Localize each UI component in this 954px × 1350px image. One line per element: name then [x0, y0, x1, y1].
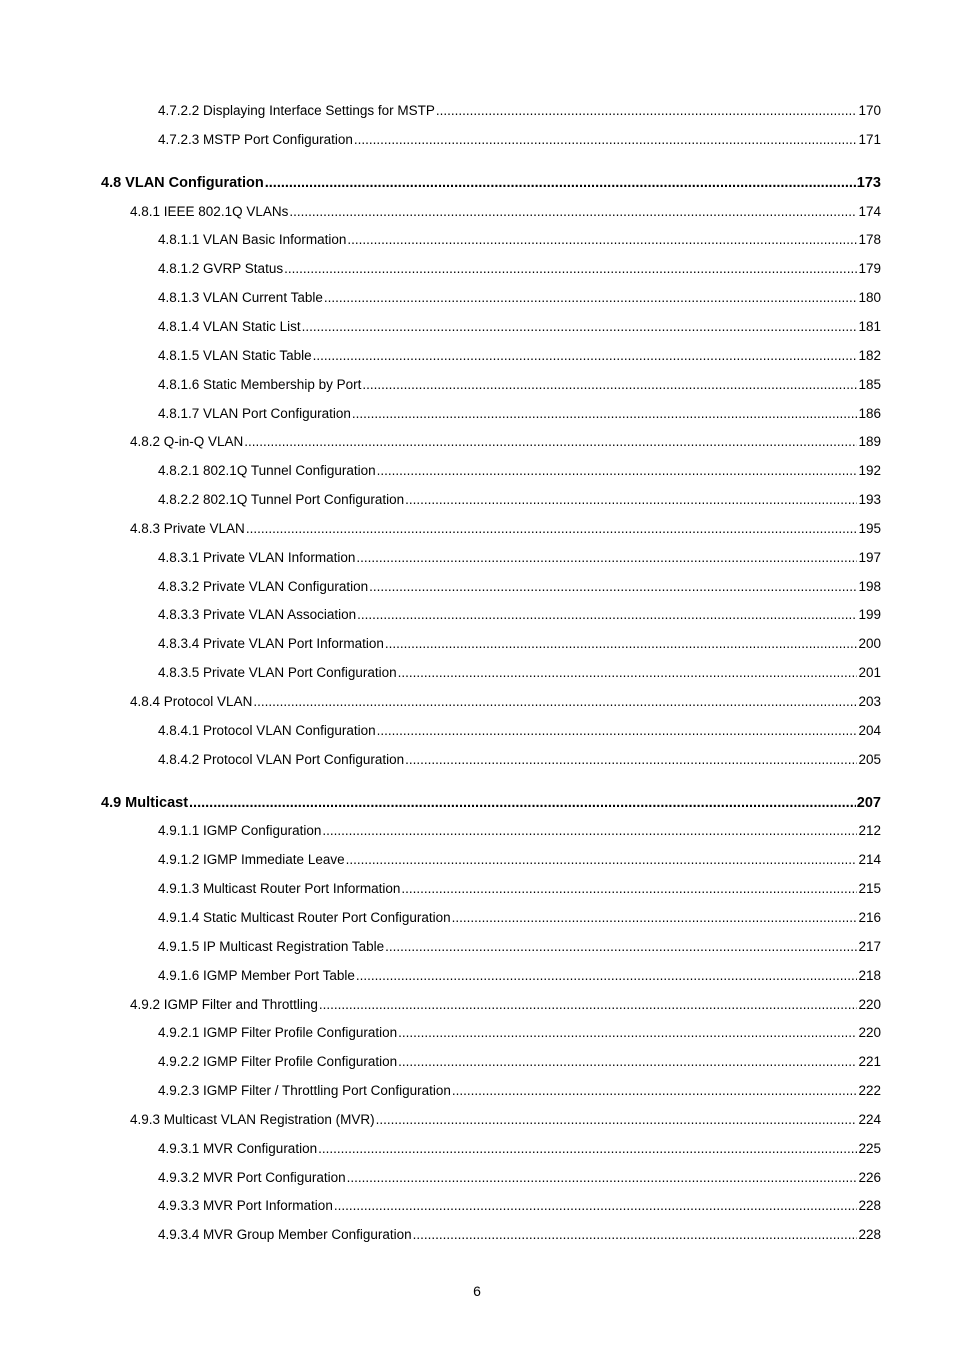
toc-dot-leader: [356, 968, 858, 983]
toc-dot-leader: [405, 752, 857, 767]
toc-entry[interactable]: [158, 665, 881, 680]
toc-entry-title: 4.9 Multicast: [101, 794, 189, 811]
toc-dot-leader: [398, 665, 858, 680]
toc-entry-page: 171: [858, 131, 881, 147]
toc-entry-title: 4.8.1.4 VLAN Static List: [158, 318, 301, 334]
toc-dot-leader: [265, 175, 856, 191]
toc-entry[interactable]: [158, 1170, 881, 1185]
toc-entry-title: 4.8.1.3 VLAN Current Table: [158, 290, 323, 306]
toc-entry-title: 4.8.1.7 VLAN Port Configuration: [158, 405, 351, 421]
toc-entry-title: 4.8.1.2 GVRP Status: [158, 261, 284, 277]
toc-dot-leader: [436, 103, 858, 118]
toc-dot-leader: [377, 723, 858, 738]
toc-entry[interactable]: [130, 694, 881, 709]
toc-dot-leader: [377, 463, 858, 478]
toc-entry[interactable]: [158, 1198, 881, 1213]
toc-dot-leader: [246, 521, 858, 536]
toc-entry[interactable]: [158, 406, 881, 421]
toc-entry-page: 201: [858, 665, 881, 681]
toc-entry-title: 4.8.3.1 Private VLAN Information: [158, 549, 356, 565]
toc-entry-title: 4.7.2.3 MSTP Port Configuration: [158, 131, 353, 147]
toc-entry[interactable]: [158, 103, 881, 118]
toc-entry-title: 4.8.4.2 Protocol VLAN Port Configuration: [158, 751, 405, 767]
toc-entry-title: 4.8.1.5 VLAN Static Table: [158, 347, 312, 363]
toc-entry[interactable]: [158, 492, 881, 507]
toc-dot-leader: [313, 348, 858, 363]
toc-entry-page: 174: [858, 203, 881, 219]
toc-entry-page: 203: [858, 694, 881, 709]
toc-entry[interactable]: [130, 1112, 881, 1127]
toc-dot-leader: [289, 204, 857, 219]
toc-entry[interactable]: [158, 463, 881, 478]
toc-entry-title: 4.8.3.3 Private VLAN Association: [158, 607, 357, 623]
toc-dot-leader: [356, 550, 857, 565]
toc-entry-title: 4.8.4.1 Protocol VLAN Configuration: [158, 722, 376, 738]
toc-entry[interactable]: [158, 132, 881, 147]
toc-entry-page: 221: [858, 1054, 881, 1070]
toc-entry-title: 4.9.2.1 IGMP Filter Profile Configuration: [158, 1025, 398, 1041]
toc-entry[interactable]: [158, 1054, 881, 1069]
toc-dot-leader: [354, 132, 858, 147]
toc-entry-page: 182: [858, 347, 881, 363]
toc-entry[interactable]: [158, 823, 881, 838]
toc-entry-title: 4.9.1.6 IGMP Member Port Table: [158, 967, 355, 983]
toc-entry-page: 181: [858, 318, 881, 334]
toc-entry-title: 4.8.3.5 Private VLAN Port Configuration: [158, 665, 397, 681]
toc-dot-leader: [357, 607, 857, 622]
toc-entry[interactable]: [158, 723, 881, 738]
toc-entry[interactable]: [158, 607, 881, 622]
toc-entry-page: 179: [858, 261, 881, 277]
toc-entry[interactable]: [158, 1025, 881, 1040]
toc-entry-title: 4.9.3 Multicast VLAN Registration (MVR): [130, 1111, 375, 1127]
toc-dot-leader: [376, 1112, 858, 1127]
toc-entry-page: 205: [858, 751, 881, 767]
toc-entry[interactable]: [158, 636, 881, 651]
toc-entry-page: 186: [858, 405, 881, 421]
toc-dot-leader: [253, 694, 857, 709]
toc-entry[interactable]: [158, 968, 881, 983]
toc-entry[interactable]: [158, 852, 881, 867]
toc-entry-page: 228: [858, 1198, 881, 1214]
toc-entry[interactable]: [130, 204, 881, 219]
toc-entry-title: 4.8.3.4 Private VLAN Port Information: [158, 636, 384, 652]
toc-entry-title: 4.8 VLAN Configuration: [101, 174, 264, 191]
toc-entry-title: 4.9.1.3 Multicast Router Port Information: [158, 881, 401, 897]
toc-dot-leader: [401, 881, 857, 896]
toc-dot-leader: [385, 636, 858, 651]
toc-dot-leader: [347, 232, 857, 247]
toc-dot-leader: [385, 939, 857, 954]
toc-entry[interactable]: [158, 910, 881, 925]
toc-entry[interactable]: [158, 261, 881, 276]
toc-entry[interactable]: [158, 348, 881, 363]
toc-entry-page: 192: [858, 463, 881, 479]
toc-entry-page: 222: [858, 1083, 881, 1099]
toc-entry-page: 180: [858, 290, 881, 306]
toc-entry-title: 4.8.3 Private VLAN: [130, 520, 245, 536]
toc-entry[interactable]: [158, 939, 881, 954]
toc-dot-leader: [334, 1198, 858, 1213]
toc-entry-page: 198: [858, 578, 881, 594]
toc-dot-leader: [318, 1141, 857, 1156]
toc-dot-leader: [405, 492, 857, 507]
toc-entry-page: 220: [858, 996, 881, 1012]
toc-entry[interactable]: [130, 434, 881, 449]
toc-entry-page: 226: [858, 1169, 881, 1185]
toc-entry-page: 224: [858, 1111, 881, 1127]
toc-entry-page: 214: [858, 852, 881, 868]
toc-entry[interactable]: [158, 377, 881, 392]
toc-dot-leader: [189, 795, 856, 811]
toc-dot-leader: [362, 377, 857, 392]
toc-dot-leader: [452, 910, 858, 925]
toc-dot-leader: [352, 406, 858, 421]
toc-dot-leader: [324, 290, 858, 305]
toc-entry-title: 4.9.2 IGMP Filter and Throttling: [130, 996, 318, 1012]
toc-entry-page: 212: [858, 823, 881, 839]
toc-dot-leader: [347, 1170, 858, 1185]
toc-entry-title: 4.9.3.1 MVR Configuration: [158, 1140, 318, 1156]
toc-entry[interactable]: [158, 232, 881, 247]
toc-entry-page: 200: [858, 636, 881, 652]
toc-entry[interactable]: [158, 1141, 881, 1156]
toc-entry-title: 4.9.3.4 MVR Group Member Configuration: [158, 1227, 412, 1243]
toc-entry-title: 4.9.1.2 IGMP Immediate Leave: [158, 852, 345, 868]
toc-entry[interactable]: [101, 175, 881, 191]
toc-entry-page: 195: [858, 520, 881, 536]
toc-dot-leader: [346, 852, 858, 867]
toc-entry-page: 228: [858, 1227, 881, 1243]
toc-entry-page: 220: [858, 1025, 881, 1041]
toc-entry[interactable]: [130, 997, 881, 1012]
toc-entry-page: 225: [858, 1140, 881, 1156]
toc-entry-page: 217: [858, 938, 881, 954]
toc-entry[interactable]: [130, 521, 881, 536]
toc-dot-leader: [452, 1083, 858, 1098]
toc-entry-title: 4.9.2.2 IGMP Filter Profile Configuration: [158, 1054, 398, 1070]
toc-dot-leader: [284, 261, 857, 276]
toc-entry-title: 4.9.3.2 MVR Port Configuration: [158, 1169, 346, 1185]
toc-entry[interactable]: [158, 319, 881, 334]
toc-entry-title: 4.7.2.2 Displaying Interface Settings for MSTP: [158, 103, 435, 118]
toc-dot-leader: [398, 1054, 857, 1069]
toc-entry-title: 4.8.1 IEEE 802.1Q VLANs: [130, 203, 289, 219]
toc-entry-title: 4.9.2.3 IGMP Filter / Throttling Port Configuration: [158, 1083, 451, 1099]
toc-dot-leader: [322, 823, 857, 838]
toc-entry-page: 189: [858, 434, 881, 450]
toc-entry-page: 199: [858, 607, 881, 623]
toc-entry-title: 4.8.4 Protocol VLAN: [130, 694, 253, 709]
toc-entry-title: 4.9.3.3 MVR Port Information: [158, 1198, 333, 1214]
toc-entry[interactable]: [158, 290, 881, 305]
toc-entry[interactable]: [158, 1227, 881, 1242]
toc-entry-page: 170: [858, 103, 881, 118]
toc-entry-page: 197: [858, 549, 881, 565]
toc-entry-title: 4.8.2 Q-in-Q VLAN: [130, 434, 244, 450]
toc-entry[interactable]: [101, 795, 881, 811]
toc-entry-page: 218: [858, 967, 881, 983]
toc-entry[interactable]: [158, 1083, 881, 1098]
toc-entry-title: 4.9.1.1 IGMP Configuration: [158, 823, 322, 839]
toc-dot-leader: [244, 434, 857, 449]
toc-entry[interactable]: [158, 579, 881, 594]
toc-entry-page: 207: [856, 794, 881, 811]
toc-entry-title: 4.8.3.2 Private VLAN Configuration: [158, 578, 369, 594]
toc-entry-title: 4.9.1.4 Static Multicast Router Port Configuration: [158, 909, 451, 925]
toc-entry-page: 173: [856, 174, 881, 191]
toc-entry[interactable]: [158, 881, 881, 896]
toc-entry-page: 204: [858, 722, 881, 738]
toc-entry-title: 4.8.1.6 Static Membership by Port: [158, 376, 362, 392]
toc-entry-page: 193: [858, 492, 881, 508]
toc-entry-title: 4.8.1.1 VLAN Basic Information: [158, 232, 347, 248]
toc-entry-page: 178: [858, 232, 881, 248]
toc-dot-leader: [413, 1227, 858, 1242]
toc-entry-title: 4.8.2.2 802.1Q Tunnel Port Configuration: [158, 492, 405, 508]
toc-dot-leader: [319, 997, 858, 1012]
page-number: 6: [473, 1283, 481, 1299]
toc-dot-leader: [398, 1025, 857, 1040]
toc-entry-page: 216: [858, 909, 881, 925]
toc-entry[interactable]: [158, 752, 881, 767]
toc-entry[interactable]: [158, 550, 881, 565]
toc-dot-leader: [302, 319, 858, 334]
toc-entry-title: 4.8.2.1 802.1Q Tunnel Configuration: [158, 463, 376, 479]
toc-entry-title: 4.9.1.5 IP Multicast Registration Table: [158, 938, 385, 954]
toc-entry-page: 215: [858, 881, 881, 897]
toc-dot-leader: [369, 579, 857, 594]
toc-entry-page: 185: [858, 376, 881, 392]
